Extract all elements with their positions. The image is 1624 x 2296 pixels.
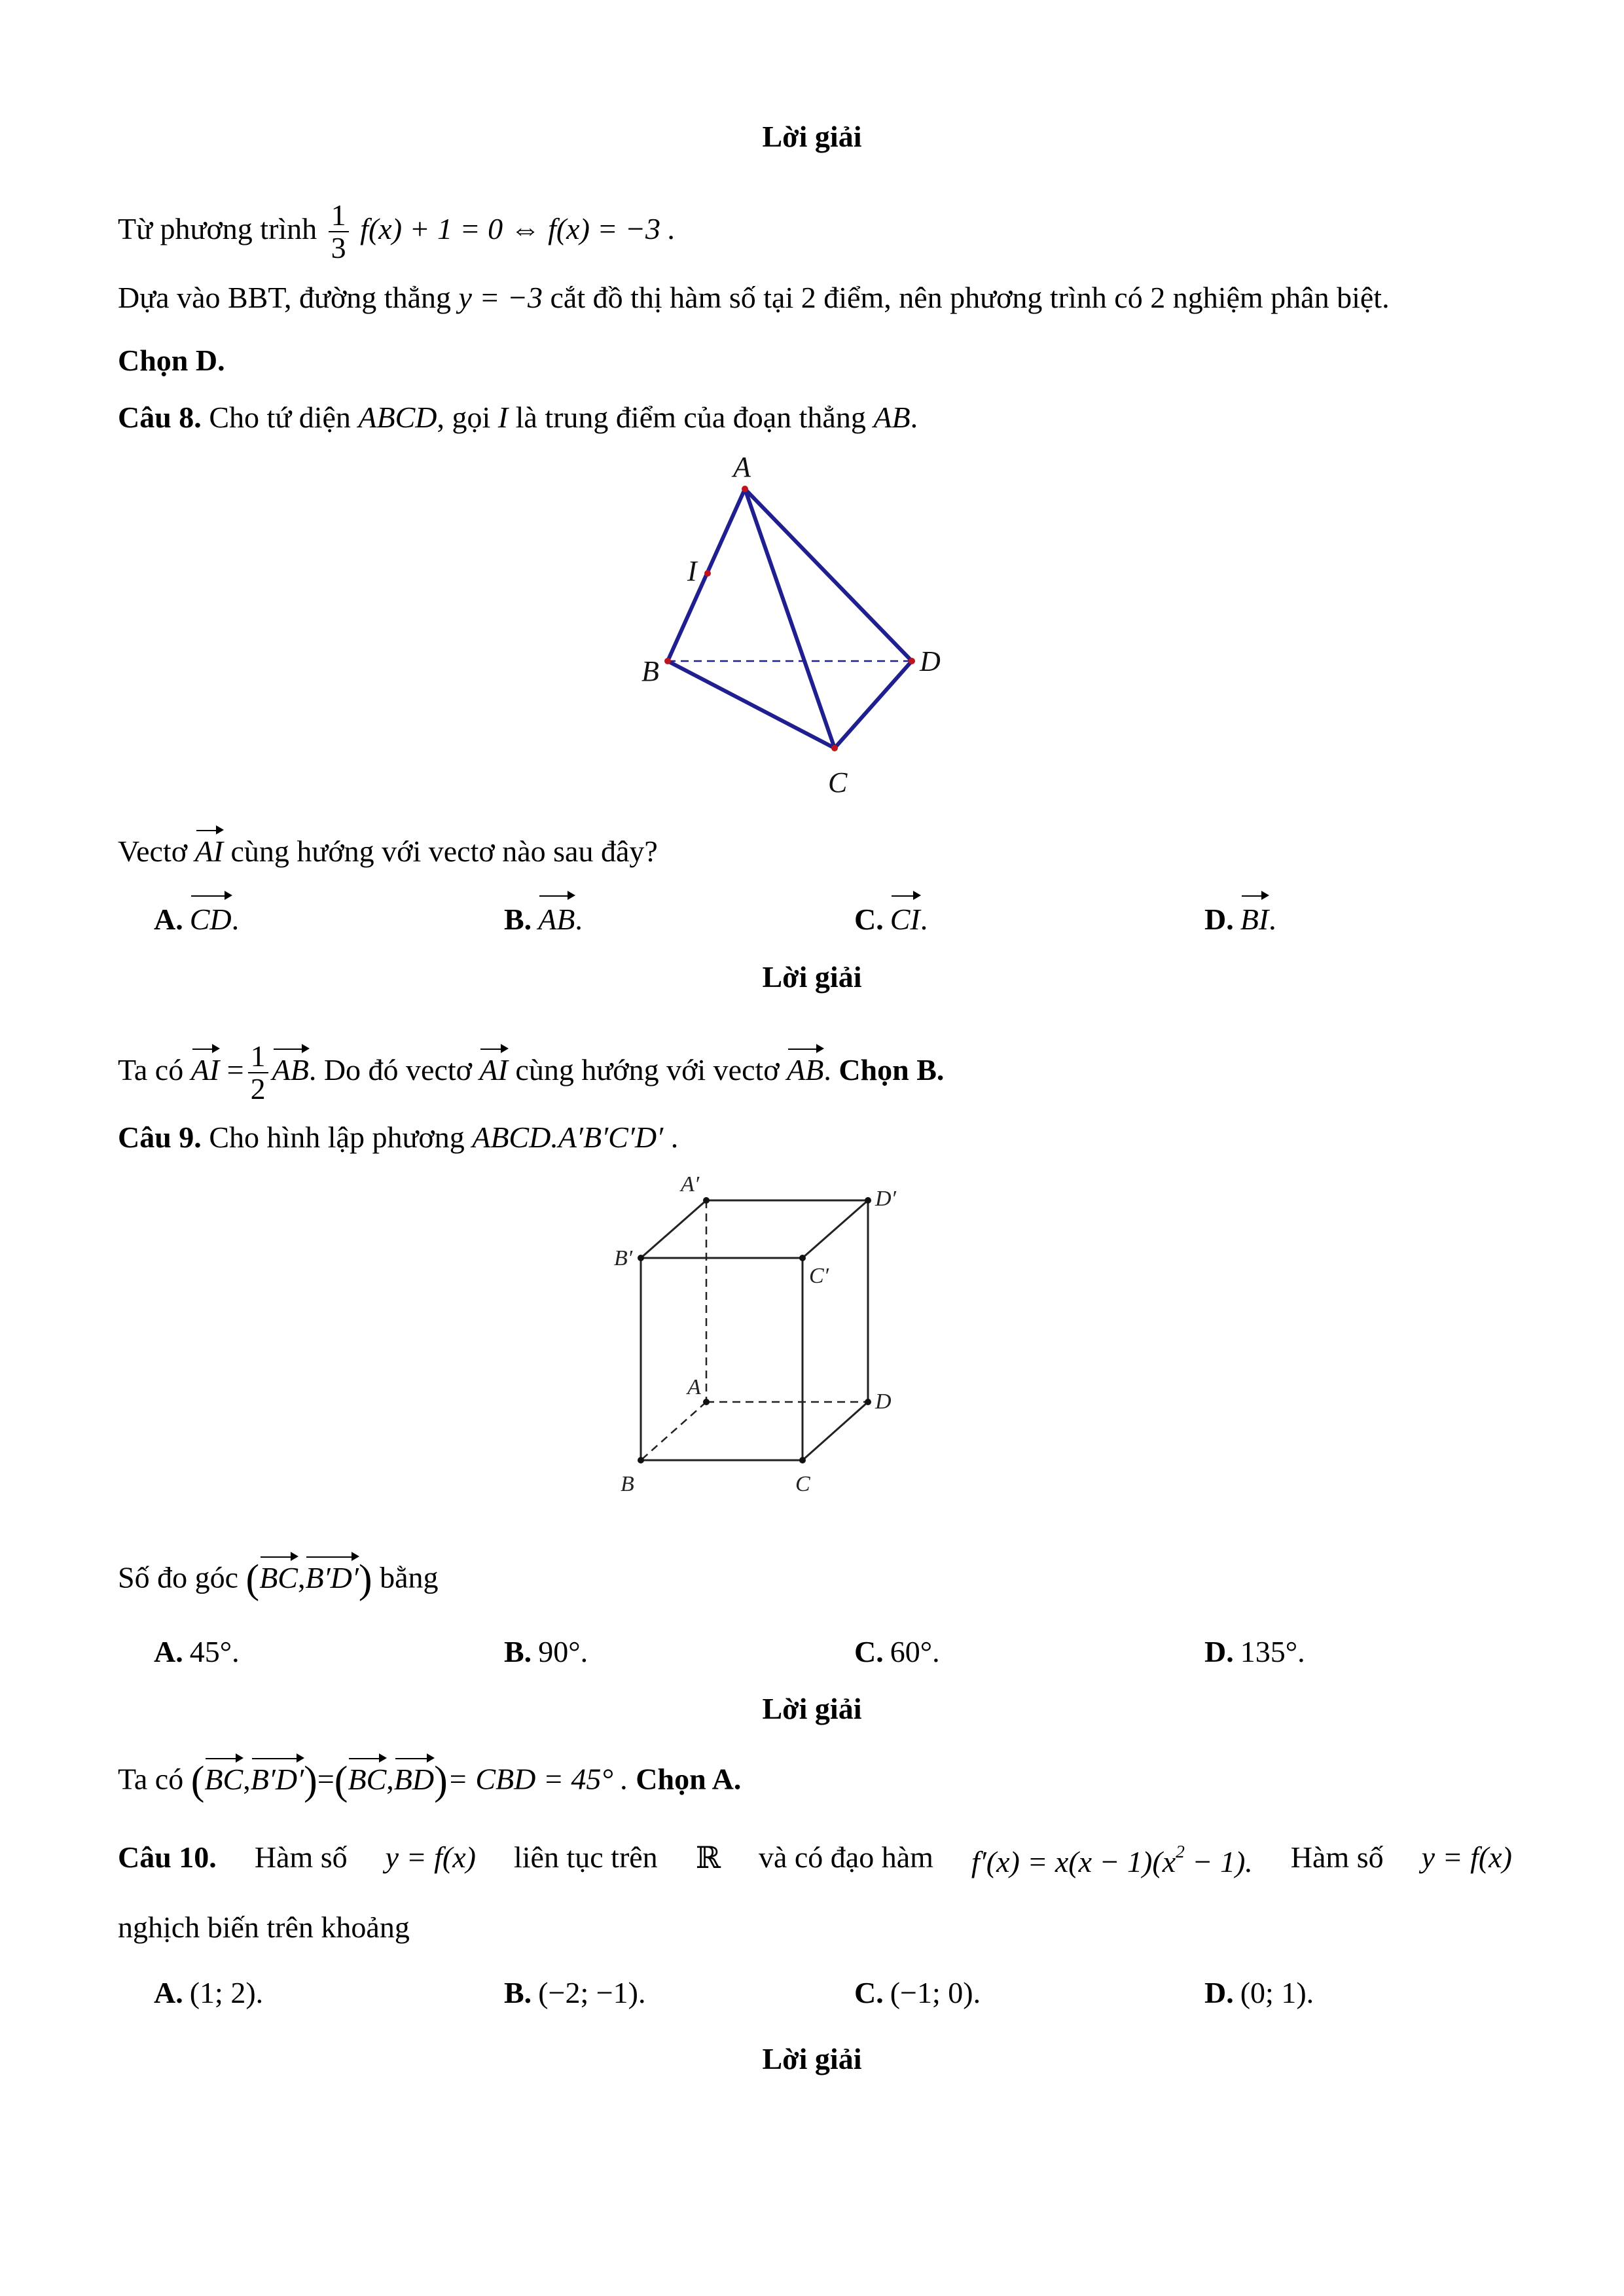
answer: Chọn A.	[636, 1762, 742, 1796]
choice-label: A.	[154, 1976, 183, 2009]
vertex-A	[742, 486, 748, 492]
real-numbers-symbol: ℝ	[695, 1840, 721, 1875]
label-D1: D′	[875, 1187, 896, 1211]
question-number: Câu 9.	[118, 1121, 202, 1154]
text: ABCD	[358, 401, 437, 434]
q7-solution-line1	[118, 200, 676, 264]
q9-choice-d[interactable]	[1204, 1634, 1305, 1669]
paren-close: )	[434, 1759, 448, 1803]
q10-choice-b[interactable]	[504, 1975, 646, 2010]
vector-B1D1: B′D′	[305, 1560, 359, 1594]
fraction-one-third	[329, 200, 349, 264]
vertex-D	[865, 1399, 871, 1405]
text: Vectơ	[118, 834, 188, 868]
punct: .	[231, 903, 240, 936]
solution-heading: Lời giải	[762, 2042, 862, 2075]
edge-AB-hidden	[641, 1402, 706, 1460]
text: I	[497, 401, 509, 434]
q10-question	[118, 1842, 1512, 1877]
choice-label: A.	[154, 903, 183, 936]
equation: y = −3	[458, 281, 543, 314]
q8-question	[118, 403, 918, 433]
text: liên tục trên	[513, 1840, 658, 1874]
punct: .	[255, 1976, 264, 2009]
choice-value: 45°	[189, 1635, 232, 1668]
text: Từ phương trình	[118, 211, 317, 245]
text: Cho hình lập phương	[209, 1121, 465, 1154]
q8-solution	[118, 1041, 944, 1105]
q10-choice-d[interactable]	[1204, 1975, 1314, 2010]
edge-B1A1	[641, 1200, 706, 1258]
choice-value: CI	[890, 903, 920, 936]
text: Hàm số	[1290, 1840, 1384, 1874]
exponent: 2	[1176, 1841, 1185, 1861]
q8-choice-a[interactable]	[154, 902, 239, 937]
numerator: 1	[329, 200, 349, 232]
fraction-one-half	[248, 1041, 268, 1105]
vector-B1D1: B′D′	[250, 1762, 304, 1796]
solution-heading: Lời giải	[762, 960, 862, 994]
choice-value: CD	[189, 903, 232, 936]
solution-heading: Lời giải	[762, 120, 862, 153]
vector-AI: AI	[194, 834, 223, 868]
punct: .	[575, 903, 583, 936]
edge-AD	[745, 489, 912, 661]
text: Dựa vào BBT, đường thẳng	[118, 281, 451, 314]
vector-AI: AI	[190, 1052, 220, 1086]
q10-question-line2: nghịch biến trên khoảng	[118, 1910, 410, 1944]
text: Hàm số	[254, 1840, 348, 1874]
vector-BC: BC	[204, 1762, 244, 1796]
punct: .	[823, 1052, 831, 1086]
vector-AB: AB	[272, 1052, 309, 1086]
label-D: D	[920, 645, 941, 677]
tetrahedron-figure	[622, 445, 1015, 812]
text: cắt đồ thị hàm số tại 2 điểm, nên phương trình có 2 nghiệm phân biệt.	[550, 281, 1390, 314]
label-D: D	[875, 1390, 892, 1414]
denominator: 2	[250, 1072, 266, 1106]
label-I: I	[687, 555, 697, 587]
solution-heading: Lời giải	[762, 1692, 862, 1725]
text: bằng	[380, 1560, 439, 1594]
paren-close: )	[358, 1557, 372, 1602]
vertex-B	[638, 1457, 644, 1463]
choice-label: B.	[504, 903, 532, 936]
text: , gọi	[437, 401, 491, 434]
punct: .	[232, 1635, 240, 1668]
equation: f(x) + 1 = 0 ⇔ f(x) = −3 .	[360, 211, 676, 245]
q9-choice-b[interactable]	[504, 1634, 588, 1669]
cube-figure	[589, 1158, 1047, 1525]
question-number: Câu 10.	[118, 1840, 217, 1874]
q9-prompt: Số đo góc (BC,B′D′) bằng	[118, 1557, 439, 1602]
vector-BC: BC	[348, 1762, 387, 1796]
point-I	[704, 570, 711, 577]
vector-BD: BD	[393, 1762, 435, 1796]
answer: Chọn B.	[839, 1052, 945, 1086]
choice-value: BI	[1240, 903, 1269, 936]
text: và có đạo hàm	[758, 1840, 933, 1874]
choice-value: (−2; −1)	[538, 1976, 638, 2009]
label-A: A	[733, 451, 751, 483]
choice-label: D.	[1204, 1976, 1234, 2009]
choice-label: C.	[854, 1976, 884, 2009]
label-C1: C′	[809, 1264, 829, 1288]
equation-part: − 1).	[1192, 1845, 1253, 1879]
choice-label: D.	[1204, 1635, 1234, 1668]
choice-label: C.	[854, 1635, 884, 1668]
paren-open: (	[334, 1759, 348, 1803]
choice-value: (0; 1)	[1240, 1976, 1307, 2009]
text: cùng hướng với vectơ	[515, 1052, 780, 1086]
punct: .	[638, 1976, 646, 2009]
vertex-A	[703, 1399, 710, 1405]
q8-prompt	[118, 836, 658, 867]
q8-choices	[154, 902, 1528, 941]
punct: .	[973, 1976, 981, 2009]
equation: = CBD = 45° .	[447, 1762, 628, 1796]
punct: .	[1269, 903, 1276, 936]
choice-label: A.	[154, 1635, 183, 1668]
vertex-A1	[703, 1197, 710, 1204]
vertex-B1	[638, 1255, 644, 1261]
choice-value: 135°	[1240, 1635, 1298, 1668]
punct: .	[1306, 1976, 1314, 2009]
choice-value: (1; 2)	[189, 1976, 256, 2009]
text: là trung điểm của đoạn thẳng	[515, 401, 866, 434]
label-B: B	[641, 655, 659, 687]
text: Cho tứ diện	[209, 401, 351, 434]
text: Ta có	[118, 1052, 184, 1086]
label-B: B	[621, 1472, 634, 1496]
label-A1: A′	[681, 1172, 700, 1196]
edge-C1D1	[803, 1200, 868, 1258]
question-number: Câu 8.	[118, 401, 202, 434]
vector-BC: BC	[259, 1560, 298, 1594]
choice-label: B.	[504, 1635, 532, 1668]
q8-choice-c[interactable]	[854, 902, 928, 937]
vector-AB: AB	[787, 1052, 824, 1086]
punct: .	[580, 1635, 588, 1668]
q7-answer: Chọn D.	[118, 344, 225, 377]
punct: .	[1297, 1635, 1305, 1668]
text: Ta có	[118, 1762, 184, 1796]
choice-value: (−1; 0)	[890, 1976, 973, 2009]
vertex-D1	[865, 1197, 871, 1204]
equation: y = f(x)	[1421, 1840, 1512, 1874]
q8-choice-b[interactable]	[504, 902, 583, 937]
label-C: C	[795, 1472, 810, 1496]
text: AB	[873, 401, 911, 434]
vertex-C1	[799, 1255, 806, 1261]
equation-part: f′(x) = x(x − 1)(x	[971, 1845, 1176, 1879]
paren-close: )	[304, 1759, 317, 1803]
edge-CD	[803, 1402, 868, 1460]
label-A: A	[687, 1375, 701, 1399]
numerator: 1	[248, 1041, 268, 1073]
q9-choice-c[interactable]	[854, 1634, 940, 1669]
q7-solution-line2	[118, 283, 1390, 313]
text: . Do đó vectơ	[308, 1052, 472, 1086]
derivative-equation	[971, 1842, 1253, 1877]
label-C: C	[828, 766, 848, 798]
q9-question: Câu 9. Cho hình lập phương ABCD.A′B′C′D′ .	[118, 1121, 679, 1154]
paren-open: (	[245, 1557, 260, 1602]
choice-label: B.	[504, 1976, 532, 2009]
text: .	[910, 401, 918, 434]
q9-choices	[154, 1634, 1528, 1674]
equation: y = f(x)	[385, 1840, 476, 1874]
q8-choice-d[interactable]	[1204, 902, 1276, 937]
choice-value: AB	[538, 903, 575, 936]
denominator: 3	[331, 231, 346, 265]
vertex-C	[799, 1457, 806, 1463]
choice-value: 60°	[890, 1635, 933, 1668]
q9-solution: Ta có (BC,B′D′)=(BC,BD)= CBD = 45° . Chọn A.	[118, 1759, 742, 1803]
choice-label: C.	[854, 903, 884, 936]
q10-choice-c[interactable]	[854, 1975, 981, 2010]
vector-AI: AI	[479, 1052, 508, 1086]
q10-choice-a[interactable]	[154, 1975, 263, 2010]
label-B1: B′	[614, 1246, 633, 1270]
text: Số đo góc	[118, 1560, 238, 1594]
vertex-B	[664, 658, 671, 664]
vertex-C	[831, 745, 838, 751]
vertex-D	[909, 658, 915, 664]
choice-value: 90°	[538, 1635, 581, 1668]
q10-choices	[154, 1975, 1528, 2015]
shape-name: ABCD.A′B′C′D′	[472, 1121, 664, 1154]
punct: .	[920, 903, 928, 936]
text: cùng hướng với vectơ nào sau đây?	[230, 834, 658, 868]
choice-label: D.	[1204, 903, 1234, 936]
paren-open: (	[190, 1759, 205, 1803]
punct: .	[932, 1635, 940, 1668]
edge-CD	[835, 661, 912, 748]
equals: =	[226, 1052, 244, 1086]
q9-choice-a[interactable]	[154, 1634, 240, 1669]
